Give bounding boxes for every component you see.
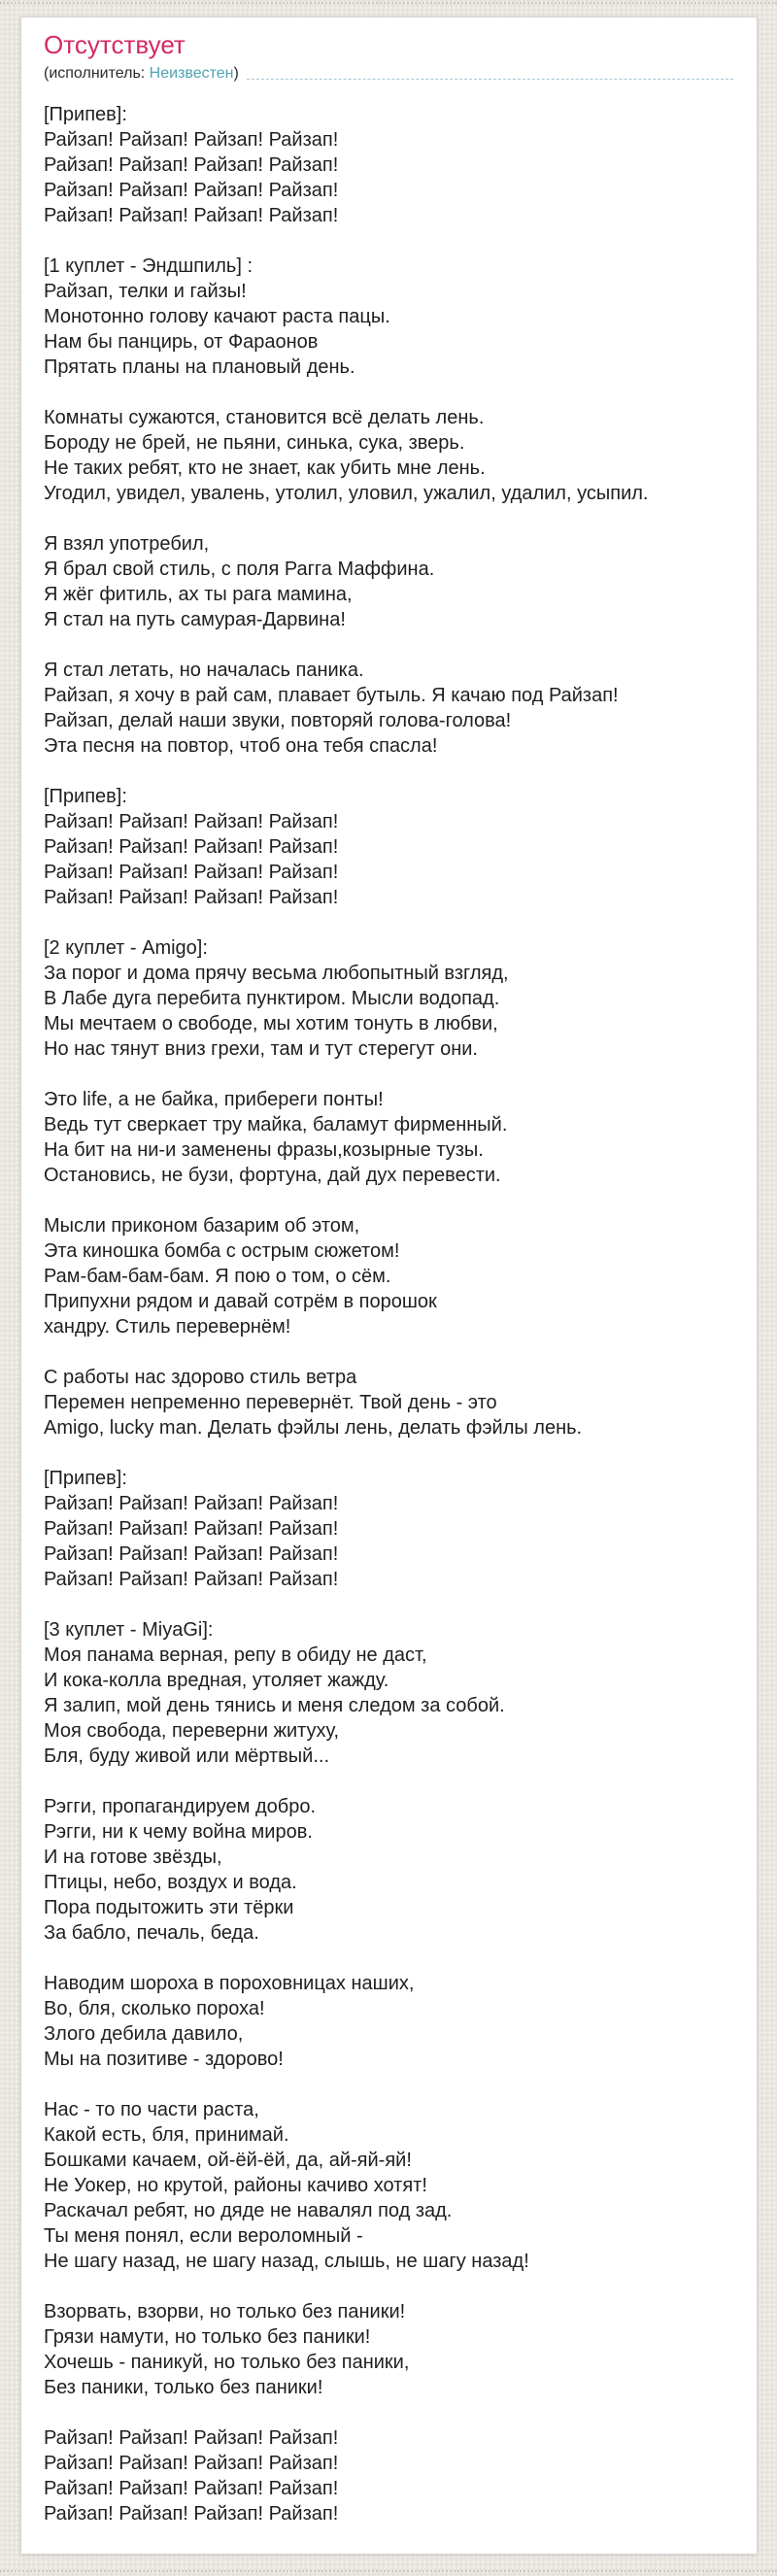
- lyric-line: Нам бы панцирь, от Фараонов: [44, 331, 319, 353]
- lyric-line: Монотонно голову качают раста пацы.: [44, 306, 390, 327]
- lyric-line: Я взял употребил,: [44, 533, 210, 555]
- lyric-line: Это life, а не байка, прибереги понты!: [44, 1089, 384, 1110]
- lyric-line: [Припев]:: [44, 786, 127, 807]
- lyric-line: В Лабе дуга перебита пунктиром. Мысли водопад.: [44, 988, 500, 1009]
- lyric-line: Райзап, делай наши звуки, повторяй голова-голова!: [44, 710, 512, 731]
- lyric-line: Грязи намути, но только без паники!: [44, 2326, 371, 2348]
- song-title-link[interactable]: Отсутствует: [44, 30, 186, 59]
- lyric-line: Мысли приконом базарим об этом,: [44, 1215, 360, 1237]
- lyric-line: Райзап! Райзап! Райзап! Райзап!: [44, 1518, 339, 1540]
- lyric-line: И кока-колла вредная, утоляет жажду.: [44, 1670, 389, 1691]
- lyric-line: Какой есть, бля, принимай.: [44, 2124, 289, 2146]
- lyrics-text: [44, 102, 733, 2526]
- stanza: [44, 102, 733, 228]
- lyric-line: Не шагу назад, не шагу назад, слышь, не шагу назад!: [44, 2251, 529, 2272]
- lyric-line: Райзап! Райзап! Райзап! Райзап!: [44, 1493, 339, 1514]
- stanza: [44, 1971, 733, 2072]
- lyric-line: Бля, буду живой или мёртвый...: [44, 1746, 330, 1767]
- lyric-line: [3 куплет - MiyaGi]:: [44, 1619, 214, 1641]
- lyric-line: Эта песня на повтор, чтоб она тебя спасла!: [44, 735, 438, 757]
- top-dotted-border: [0, 2, 777, 4]
- stanza: [44, 1213, 733, 1339]
- lyric-line: Наводим шороха в пороховницах наших,: [44, 1973, 415, 1994]
- artist-label: (исполнитель:: [44, 65, 150, 82]
- stanza: [44, 784, 733, 910]
- lyric-line: Я жёг фитиль, ах ты рага мамина,: [44, 584, 353, 605]
- lyric-line: [Припев]:: [44, 104, 127, 125]
- lyric-line: Эта киношка бомба с острым сюжетом!: [44, 1240, 400, 1262]
- lyric-line: С работы нас здорово стиль ветра: [44, 1367, 357, 1388]
- lyric-line: За порог и дома прячу весьма любопытный взгляд,: [44, 963, 509, 984]
- stanza: [44, 1087, 733, 1188]
- lyric-line: [Припев]:: [44, 1468, 127, 1489]
- lyric-line: Взорвать, взорви, но только без паники!: [44, 2301, 406, 2322]
- lyric-line: Припухни рядом и давай сотрём в порошок: [44, 1291, 437, 1312]
- lyric-line: Райзап! Райзап! Райзап! Райзап!: [44, 2478, 339, 2499]
- lyric-line: Райзап! Райзап! Райзап! Райзап!: [44, 1543, 339, 1565]
- lyric-line: Перемен непременно перевернёт. Твой день - это: [44, 1392, 497, 1413]
- stanza: [44, 1466, 733, 1592]
- lyric-line: [2 куплет - Amigo]:: [44, 937, 208, 959]
- lyric-line: Прятать планы на плановый день.: [44, 356, 355, 378]
- lyric-line: Райзап! Райзап! Райзап! Райзап!: [44, 862, 339, 883]
- lyric-line: Комнаты сужаются, становится всё делать лень.: [44, 407, 485, 428]
- lyric-line: За бабло, печаль, беда.: [44, 1922, 259, 1944]
- lyric-line: Нас - то по части раста,: [44, 2099, 259, 2120]
- stanza: [44, 2097, 733, 2274]
- lyric-line: Ты меня понял, если вероломный -: [44, 2225, 363, 2247]
- lyric-line: Не Уокер, но крутой, районы качиво хотят!: [44, 2175, 427, 2196]
- lyric-line: Рэгги, ни к чему война миров.: [44, 1821, 313, 1843]
- lyric-line: Райзап! Райзап! Райзап! Райзап!: [44, 836, 339, 858]
- dashed-separator: [247, 79, 733, 80]
- lyric-line: Бороду не брей, не пьяни, синька, сука, зверь.: [44, 432, 465, 454]
- lyric-line: Райзап, телки и гайзы!: [44, 281, 247, 302]
- lyric-line: Райзап! Райзап! Райзап! Райзап!: [44, 2453, 339, 2474]
- stanza: [44, 1617, 733, 1769]
- lyric-line: Райзап! Райзап! Райзап! Райзап!: [44, 180, 339, 201]
- artist-link[interactable]: Неизвестен: [149, 65, 234, 82]
- lyric-line: Райзап! Райзап! Райзап! Райзап!: [44, 205, 339, 226]
- lyric-line: Райзап! Райзап! Райзап! Райзап!: [44, 1569, 339, 1590]
- lyric-line: Угодил, увидел, увалень, утолил, уловил, ужалил, удалил, усыпил.: [44, 483, 649, 504]
- stanza: [44, 2425, 733, 2526]
- lyric-line: Рэгги, пропагандируем добро.: [44, 1796, 317, 1817]
- lyric-line: Я стал на путь самурая-Дарвина!: [44, 609, 346, 630]
- lyric-line: Моя свобода, переверни житуху,: [44, 1720, 340, 1742]
- lyric-line: Пора подытожить эти тёрки: [44, 1897, 294, 1918]
- lyric-line: На бит на ни-и заменены фразы,козырные тузы.: [44, 1139, 484, 1161]
- stanza: [44, 935, 733, 1062]
- bottom-dotted-border: [0, 2570, 777, 2572]
- lyric-line: Без паники, только без паники!: [44, 2377, 323, 2398]
- stanza: [44, 658, 733, 759]
- lyric-line: [1 куплет - Эндшпиль] :: [44, 255, 253, 277]
- lyric-line: Остановись, не бузи, фортуна, дай дух перевести.: [44, 1165, 501, 1186]
- lyric-line: Мы на позитиве - здорово!: [44, 2049, 284, 2070]
- lyric-line: Злого дебила давило,: [44, 2023, 244, 2045]
- lyric-line: Райзап! Райзап! Райзап! Райзап!: [44, 2427, 339, 2449]
- lyric-line: Райзап, я хочу в рай сам, плавает бутыль. Я качаю под Райзап!: [44, 685, 619, 706]
- lyric-line: Райзап! Райзап! Райзап! Райзап!: [44, 129, 339, 151]
- lyric-line: Хочешь - паникуй, но только без паники,: [44, 2352, 410, 2373]
- lyric-line: Ведь тут сверкает тру майка, баламут фирменный.: [44, 1114, 508, 1135]
- stanza: [44, 2299, 733, 2400]
- lyric-line: Я залип, мой день тянись и меня следом за собой.: [44, 1695, 505, 1716]
- lyric-line: Райзап! Райзап! Райзап! Райзап!: [44, 887, 339, 908]
- stanza: [44, 531, 733, 632]
- stanza: [44, 405, 733, 506]
- stanza: [44, 254, 733, 380]
- lyric-line: Amigo, lucky man. Делать фэйлы лень, делать фэйлы лень.: [44, 1417, 583, 1439]
- stanza: [44, 1365, 733, 1441]
- lyric-line: Райзап! Райзап! Райзап! Райзап!: [44, 2503, 339, 2525]
- stanza: [44, 1794, 733, 1946]
- lyric-line: Мы мечтаем о свободе, мы хотим тонуть в любви,: [44, 1013, 498, 1034]
- lyric-line: Я стал летать, но началась паника.: [44, 660, 364, 681]
- lyric-line: Рам-бам-бам-бам. Я пою о том, о сём.: [44, 1266, 391, 1287]
- lyric-line: Райзап! Райзап! Райзап! Райзап!: [44, 154, 339, 176]
- lyric-line: Бошками качаем, ой-ёй-ёй, да, ай-яй-яй!: [44, 2150, 412, 2171]
- lyric-line: Раскачал ребят, но дяде не навалял под зад.: [44, 2200, 453, 2221]
- lyric-line: Птицы, небо, воздух и вода.: [44, 1872, 297, 1893]
- lyric-line: Райзап! Райзап! Райзап! Райзап!: [44, 811, 339, 832]
- lyric-line: Но нас тянут вниз грехи, там и тут стерегут они.: [44, 1038, 478, 1060]
- lyric-line: Моя панама верная, репу в обиду не даст,: [44, 1644, 427, 1666]
- lyric-line: Не таких ребят, кто не знает, как убить мне лень.: [44, 458, 486, 479]
- lyric-line: Я брал свой стиль, с поля Рагга Маффина.: [44, 559, 435, 580]
- lyric-line: И на готове звёзды,: [44, 1847, 222, 1868]
- lyric-line: Во, бля, сколько пороха!: [44, 1998, 265, 2019]
- artist-label-close: ): [233, 65, 239, 82]
- lyrics-card: [20, 17, 758, 2555]
- artist-row: [44, 64, 733, 84]
- lyric-line: хандру. Стиль перевернём!: [44, 1316, 291, 1338]
